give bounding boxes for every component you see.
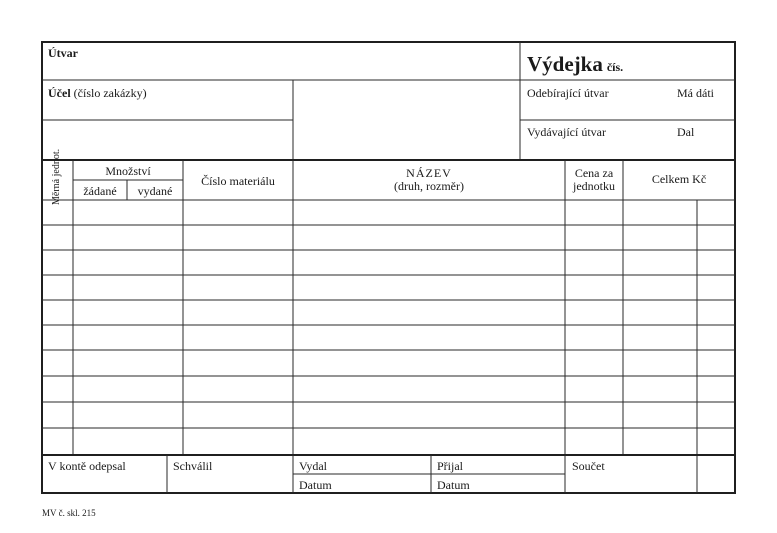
- merna-jednotka-header: Měrná jednot.: [51, 148, 62, 205]
- ma-dati-label: Má dáti: [677, 86, 714, 100]
- nazev-header: NÁZEV: [406, 166, 452, 180]
- ucel-field-label: [48, 86, 147, 100]
- soucet-label: Součet: [572, 459, 605, 473]
- prijal-datum-label: Datum: [437, 478, 470, 492]
- cislo-materialu-header: Číslo materiálu: [201, 174, 275, 188]
- vydavajici-utvar-label: Vydávající útvar: [527, 125, 606, 139]
- vydal-label: Vydal: [299, 459, 327, 473]
- vydane-header: vydané: [137, 184, 173, 198]
- prijal-label: Přijal: [437, 459, 463, 473]
- ucel-hint: (číslo zakázky): [70, 86, 147, 100]
- v-konte-odepsal-label: V kontě odepsal: [48, 459, 126, 473]
- title-suffix: čís.: [606, 60, 624, 74]
- cena-za-header: Cena za: [574, 166, 614, 180]
- utvar-label: Útvar: [48, 46, 78, 60]
- nazev-subheader: (druh, rozměr): [394, 179, 464, 193]
- zadane-header: žádané: [83, 184, 117, 198]
- dal-label: Dal: [677, 125, 695, 139]
- title-text: Výdejka: [527, 52, 603, 76]
- odebirajici-utvar-label: Odebírající útvar: [527, 86, 609, 100]
- ucel-label: Účel: [48, 86, 71, 100]
- schvalil-label: Schválil: [173, 459, 213, 473]
- form-title: [527, 52, 623, 76]
- jednotku-header: jednotku: [573, 179, 615, 193]
- mnozstvi-header: Množství: [105, 164, 151, 178]
- vydal-datum-label: Datum: [299, 478, 332, 492]
- celkem-kc-header: Celkem Kč: [651, 172, 707, 186]
- form-code: MV č. skl. 215: [42, 508, 96, 518]
